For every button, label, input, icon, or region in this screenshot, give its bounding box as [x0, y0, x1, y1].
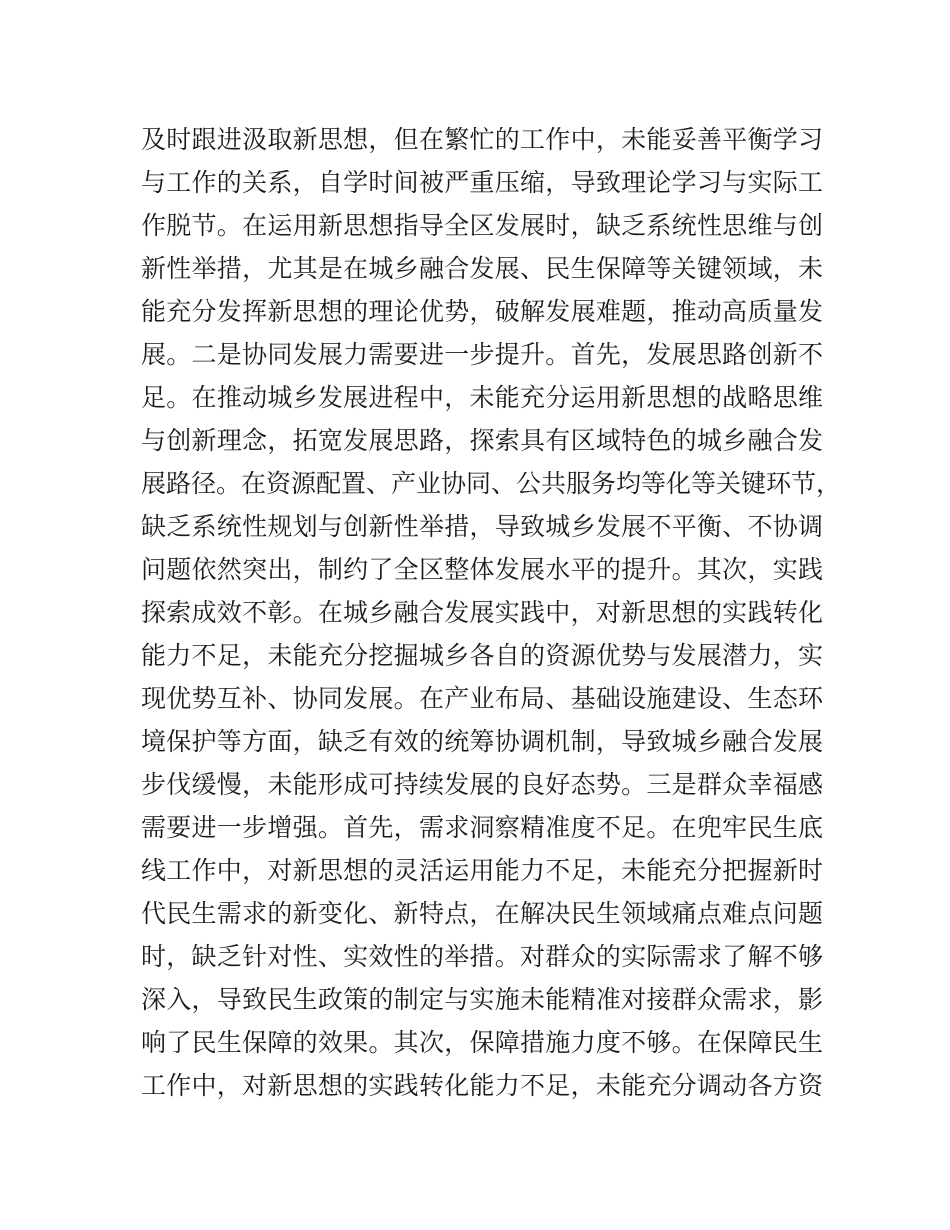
text-line: 新性举措，尤其是在城乡融合发展、民生保障等关键领域，未 — [141, 254, 823, 283]
text-line: 步伐缓慢，未能形成可持续发展的良好态势。三是群众幸福感 — [141, 770, 823, 799]
text-line: 展路径。在资源配置、产业协同、公共服务均等化等关键环节， — [141, 469, 842, 498]
text-line: 探索成效不彰。在城乡融合发展实践中，对新思想的实践转化 — [141, 598, 823, 627]
text-line: 与工作的关系，自学时间被严重压缩，导致理论学习与实际工 — [141, 168, 823, 197]
text-line: 展。二是协同发展力需要进一步提升。首先，发展思路创新不 — [141, 340, 823, 369]
text-line: 作脱节。在运用新思想指导全区发展时，缺乏系统性思维与创 — [141, 211, 823, 240]
text-line: 线工作中，对新思想的灵活运用能力不足，未能充分把握新时 — [141, 856, 823, 885]
text-line: 能充分发挥新思想的理论优势，破解发展难题，推动高质量发 — [141, 297, 823, 326]
text-line: 缺乏系统性规划与创新性举措，导致城乡发展不平衡、不协调 — [141, 512, 823, 541]
text-line: 问题依然突出，制约了全区整体发展水平的提升。其次，实践 — [141, 555, 823, 584]
text-line: 及时跟进汲取新思想，但在繁忙的工作中，未能妥善平衡学习 — [141, 125, 823, 154]
text-line: 境保护等方面，缺乏有效的统筹协调机制，导致城乡融合发展 — [141, 727, 823, 756]
text-line: 足。在推动城乡发展进程中，未能充分运用新思想的战略思维 — [141, 383, 823, 412]
text-line: 工作中，对新思想的实践转化能力不足，未能充分调动各方资 — [141, 1071, 823, 1100]
text-line: 现优势互补、协同发展。在产业布局、基础设施建设、生态环 — [141, 684, 823, 713]
text-line: 与创新理念，拓宽发展思路，探索具有区域特色的城乡融合发 — [141, 426, 823, 455]
text-line: 深入，导致民生政策的制定与实施未能精准对接群众需求，影 — [141, 985, 823, 1014]
text-line: 响了民生保障的效果。其次，保障措施力度不够。在保障民生 — [141, 1028, 823, 1057]
text-line: 能力不足，未能充分挖掘城乡各自的资源优势与发展潜力，实 — [141, 641, 823, 670]
text-line: 时，缺乏针对性、实效性的举措。对群众的实际需求了解不够 — [141, 942, 823, 971]
body-text — [141, 118, 842, 1107]
text-line: 需要进一步增强。首先，需求洞察精准度不足。在兜牢民生底 — [141, 813, 823, 842]
text-line: 代民生需求的新变化、新特点，在解决民生领域痛点难点问题 — [141, 899, 823, 928]
